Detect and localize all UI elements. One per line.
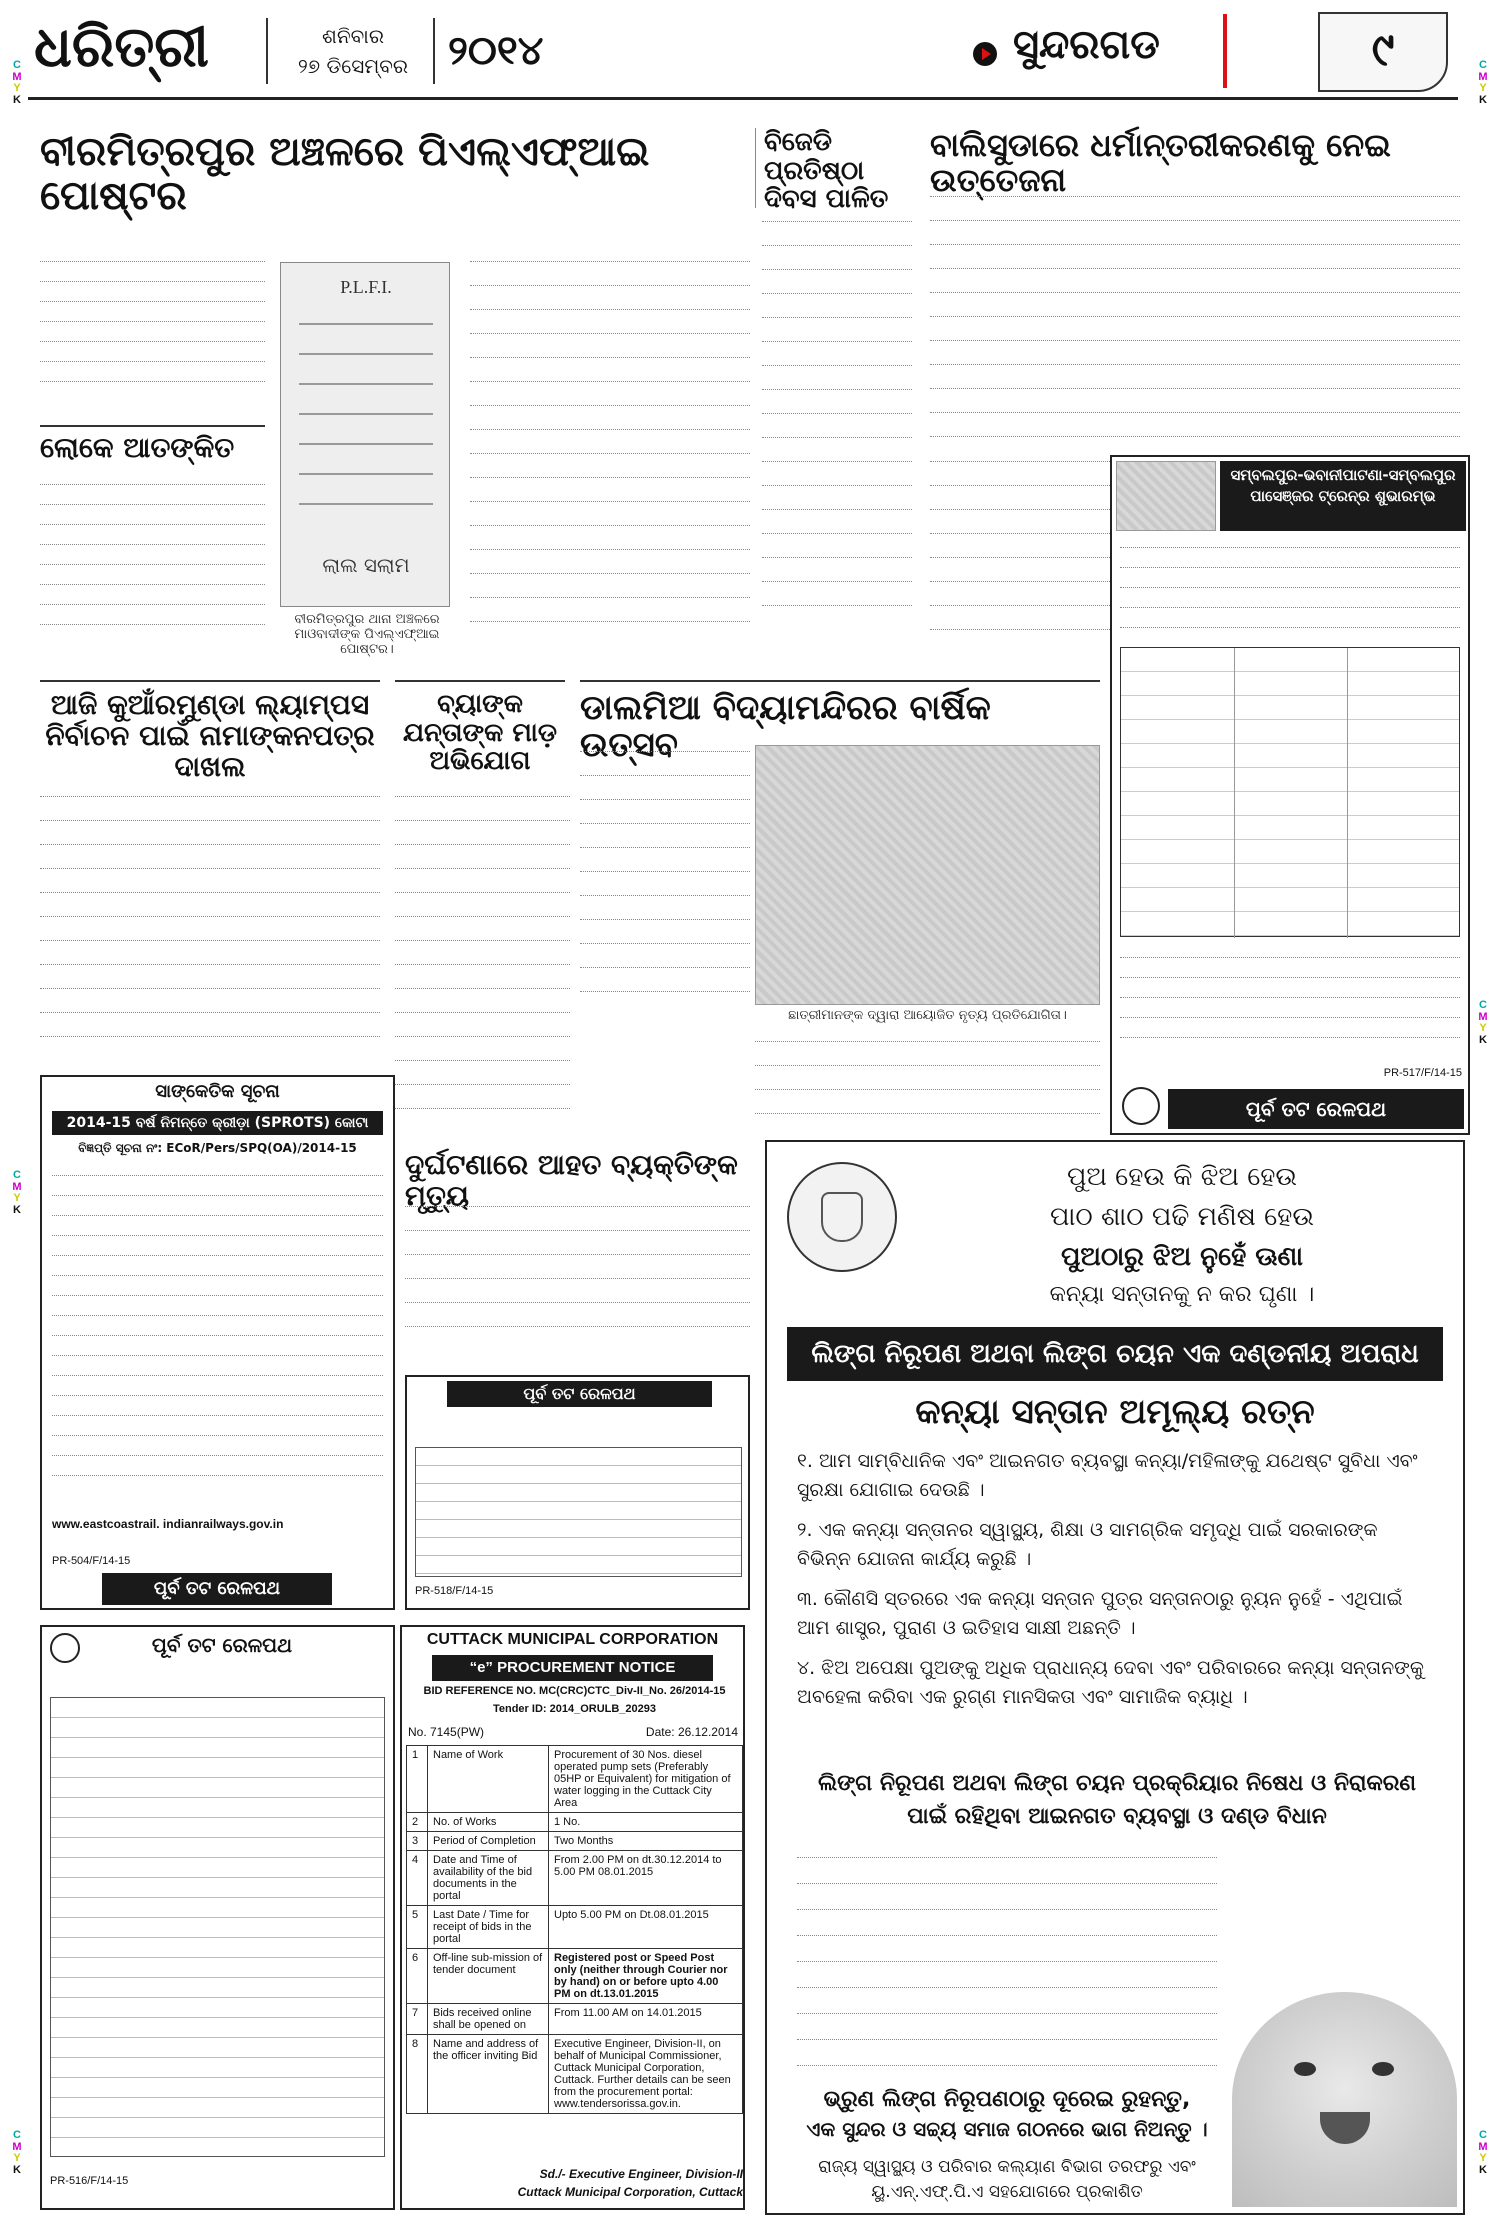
reg-m: M <box>1478 2140 1488 2153</box>
dance-photo <box>755 745 1100 1005</box>
registration-marks-left <box>10 60 24 120</box>
rail-sports-title: ସାଙ୍କେତିକ ସୂଚନା <box>155 1081 280 1102</box>
rail-sports-body <box>52 1167 383 1507</box>
railway-logo-icon <box>50 1633 80 1663</box>
girl-ad-point: ୩. କୌଣସି ସ୍ତରରେ ଏକ କନ୍ୟା ସନ୍ତାନ ପୁତ୍ର ସନ୍ତାନଠାରୁ ନ୍ୟୁନ ନୁହେଁ - ଏଥିପାଇଁ ଆମ ଶାସ୍ତ୍ର, ପୁରାଣ ଓ ଇତିହାସ ସାକ୍ଷୀ ଅଛନ୍ତି । <box>797 1587 1403 1640</box>
train-photo <box>1116 461 1216 531</box>
cmc-row <box>407 2004 743 2035</box>
cmc-row-no: 5 <box>407 1906 428 1949</box>
reg-k: K <box>1479 1033 1487 1046</box>
reg-c: C <box>1479 999 1487 1011</box>
bank-headline: ବ୍ୟାଙ୍କ ଯନ୍ତାଙ୍କ ମାଡ଼ ଅଭିଯୋଗ <box>395 680 565 780</box>
reg-c: C <box>1479 59 1487 71</box>
reg-c: C <box>13 2129 21 2141</box>
cmc-row <box>407 1813 743 1832</box>
reg-k: K <box>1479 93 1487 106</box>
cmc-row-key: Period of Completion <box>428 1832 549 1851</box>
girl-ad-credit-2: ୟୁ.ଏନ୍.ଏଫ୍.ପି.ଏ ସହଯୋଗରେ ପ୍ରକାଶିତ <box>871 2182 1143 2202</box>
reg-m: M <box>1478 1010 1488 1023</box>
cmc-row-key: Last Date / Time for receipt of bids in the portal <box>428 1906 549 1949</box>
cmc-row-key: Name and address of the officer inviting Bid <box>428 2035 549 2114</box>
masthead-day: ଶନିବାର <box>321 24 385 48</box>
dalmia-headline: ଡାଲମିଆ ବିଦ୍ୟାମନ୍ଦିରର ବାର୍ଷିକ ଉତ୍ସବ <box>580 680 1100 740</box>
reg-y: Y <box>1479 1022 1487 1035</box>
poem-line-2: ପାଠ ଶାଠ ପଢି ମଣିଷ ହେଉ <box>1050 1202 1314 1232</box>
cmc-row-key: Date and Time of availability of the bid documents in the portal <box>428 1851 549 1906</box>
girl-ad-point: ୧. ଆମ ସାମ୍ବିଧାନିକ ଏବଂ ଆଇନଗତ ବ୍ୟବସ୍ଥା କନ୍ୟା/ମହିଳାଙ୍କୁ ଯଥେଷ୍ଟ ସୁବିଧା ଏବଂ ସୁରକ୍ଷା ଯୋଗାଇ ଦେଉଛି । <box>797 1450 1418 1502</box>
girl-ad-point: ୪. ଝିଅ ଅପେକ୍ଷା ପୁଅଙ୍କୁ ଅଧିକ ପ୍ରାଧାନ୍ୟ ଦେବା ଏବଂ ପରିବାରରେ କନ୍ୟା ସନ୍ତାନଙ୍କୁ ଅବହେଳା କରିବା ଏକ ରୁଗ୍ଣ ମାନସିକତା ଏବଂ ସାମାଜିକ ବ୍ୟାଧି । <box>797 1656 1424 1709</box>
registration-marks-left-3 <box>10 2130 24 2190</box>
reg-m: M <box>1478 70 1488 83</box>
poem-line-1: ପୁଅ ହେଉ କି ଝିଅ ହେଉ <box>1066 1162 1298 1192</box>
cmc-row <box>407 1851 743 1906</box>
cmc-table <box>406 1745 743 2150</box>
rail-train-ad <box>1110 455 1470 1135</box>
rail-bottom-table <box>50 1697 385 2157</box>
cmc-row <box>407 1906 743 1949</box>
poem-line-3: ପୁଅଠାରୁ ଝିଅ ନୁହେଁ ଊଣା <box>1060 1242 1304 1272</box>
rail-train-footnote <box>1120 947 1460 1057</box>
paper-name: ଧରିତ୍ରୀ <box>34 14 209 80</box>
dalmia-body-bottom <box>755 1035 1100 1130</box>
rail-bottom-ad <box>40 1625 395 2210</box>
cmc-row-no: 7 <box>407 2004 428 2035</box>
girl-ad-point: ୨. ଏକ କନ୍ୟା ସନ୍ତାନର ସ୍ୱାସ୍ଥ୍ୟ, ଶିକ୍ଷା ଓ ସାମଗ୍ରିକ ସମୃଦ୍ଧି ପାଇଁ ସରକାରଙ୍କ ବିଭିନ୍ନ ଯୋଜନା କାର୍ଯ୍ୟ କରୁଛି । <box>797 1518 1378 1571</box>
pfi-poster-signoff: ଲାଲ ସଲାମ <box>322 553 410 577</box>
pfi-body-col3 <box>470 255 750 655</box>
cmc-row-value: Upto 5.00 PM on Dt.08.01.2015 <box>549 1906 743 1949</box>
bjd-body <box>762 215 912 655</box>
kuarmunda-headline: ଆଜି କୁଆଁରମୁଣ୍ଡା ଲ୍ୟାମ୍ପସ ନିର୍ବାଚନ ପାଇଁ ନାମାଙ୍କନପତ୍ର ଦାଖଲ <box>40 680 380 780</box>
cmc-row-value: From 11.00 AM on 14.01.2015 <box>549 2004 743 2035</box>
rail-train-title: ସମ୍ବଲପୁର-ଭବାନୀପାଟଣା-ସମ୍ବଲପୁର ପାସେଞ୍ଜର ଟ୍ରେନ୍‌ର ଶୁଭାରମ୍ଭ <box>1220 461 1466 531</box>
pfi-poster-photo <box>280 262 450 607</box>
cmc-row-key: No. of Works <box>428 1813 549 1832</box>
cmc-no: No. 7145(PW) <box>408 1725 485 1739</box>
poem-line-4: କନ୍ୟା ସନ୍ତାନକୁ ନ କର ଘୃଣା । <box>1049 1282 1315 1307</box>
rail-small-ref: PR-518/F/14-15 <box>415 1585 494 1597</box>
cmc-row <box>407 1746 743 1813</box>
balisuda-body-2 <box>930 455 1110 655</box>
rail-sports-footer: ପୂର୍ବ ତଟ ରେଳପଥ <box>102 1573 332 1605</box>
masthead <box>28 8 1458 100</box>
cmc-sign-2: Cuttack Municipal Corporation, Cuttack <box>517 2185 743 2199</box>
registration-marks-left-2 <box>10 1170 24 1230</box>
kuarmunda-body <box>40 790 380 1060</box>
cmc-row-key: Bids received online shall be opened on <box>428 2004 549 2035</box>
reg-k: K <box>13 1203 21 1216</box>
rail-sports-notice: ବିଜ୍ଞପ୍ତି ସୂଚନା ନଂ: ECoR/Pers/SPQ(OA)/2014-15 <box>78 1141 357 1155</box>
rail-sports-ref: PR-504/F/14-15 <box>52 1555 131 1567</box>
cmc-bid-ref: BID REFERENCE NO. MC(CRC)CTC_Div-II_No. 26/2014-15 <box>423 1685 726 1697</box>
cmc-tender-id: Tender ID: 2014_ORULB_20293 <box>492 1703 657 1715</box>
pfi-poster-heading: P.L.F.I. <box>340 277 392 297</box>
rail-train-notice <box>1120 537 1460 637</box>
registration-marks-right-3 <box>1476 2130 1490 2190</box>
reg-m: M <box>12 2140 22 2153</box>
girl-ad-tagline: କନ୍ୟା ସନ୍ତାନ ଅମୂଲ୍ୟ ରତ୍ନ <box>915 1392 1315 1432</box>
odisha-emblem-icon <box>787 1162 897 1272</box>
cmc-row <box>407 2035 743 2114</box>
section-name: ସୁନ୍ଦରଗଡ <box>1013 22 1160 68</box>
pfi-subheadline: ଲୋକେ ଆତଙ୍କିତ <box>40 425 265 475</box>
girl-child-photo <box>1232 1992 1457 2207</box>
girl-ad-law-list <box>797 1847 1217 2077</box>
balisuda-headline: ବାଲିସୁଡାରେ ଧର୍ମାନ୍ତରୀକରଣକୁ ନେଇ ଉତ୍ତେଜନା <box>930 126 1391 200</box>
reg-y: Y <box>1479 2152 1487 2165</box>
cmc-row-no: 3 <box>407 1832 428 1851</box>
cmc-row-value: From 2.00 PM on dt.30.12.2014 to 5.00 PM 08.01.2015 <box>549 1851 743 1906</box>
bank-body <box>395 790 570 1130</box>
reg-y: Y <box>13 1192 21 1205</box>
rail-small-footer: ପୂର୍ବ ତଟ ରେଳପଥ <box>447 1381 712 1407</box>
cmc-subtitle: “e” PROCUREMENT NOTICE <box>432 1655 713 1681</box>
reg-c: C <box>13 1169 21 1181</box>
cmc-row-value: Two Months <box>549 1832 743 1851</box>
cmc-row-key: Name of Work <box>428 1746 549 1813</box>
cmc-row-key: Off-line sub-mission of tender document <box>428 1949 549 2004</box>
pfi-body-col1b <box>40 478 265 663</box>
cmc-row-value: 1 No. <box>549 1813 743 1832</box>
registration-marks-right-2 <box>1476 1000 1490 1060</box>
balisuda-body <box>930 190 1460 450</box>
cmc-row-value: Executive Engineer, Division-II, on behalf of Municipal Commissioner, Cuttack Municipal Corporation, Cuttack. Further details can be seen from the procurement portal: www.tendersorissa.gov.in. <box>549 2035 743 2114</box>
girl-ad-law-heading: ଲିଙ୍ଗ ନିରୂପଣ ଅଥବା ଲିଙ୍ଗ ଚୟନ ପ୍ରକ୍ରିୟାର ନିଷେଧ ଓ ନିରାକରଣ ପାଇଁ ରହିଥିବା ଆଇନଗତ ବ୍ୟବସ୍ଥା ଓ ଦଣ୍ଡ ବିଧାନ <box>817 1771 1417 1829</box>
cmc-row <box>407 1832 743 1851</box>
cmc-row-no: 8 <box>407 2035 428 2114</box>
reg-c: C <box>13 59 21 71</box>
reg-y: Y <box>13 2152 21 2165</box>
rail-train-footer: ପୂର୍ବ ତଟ ରେଳପଥ <box>1168 1089 1464 1129</box>
cmc-tender-ad <box>400 1625 745 2210</box>
rail-sports-line: 2014-15 ବର୍ଷ ନିମନ୍ତେ କ୍ରୀଡ଼ା (SPROTS) କୋଟା <box>52 1111 383 1135</box>
masthead-year: ୨୦୧୪ <box>448 28 544 74</box>
rail-small-table <box>415 1447 742 1577</box>
girl-ad-credit-1: ରାଜ୍ୟ ସ୍ୱାସ୍ଥ୍ୟ ଓ ପରିବାର କଲ୍ୟାଣ ବିଭାଗ ତରଫରୁ ଏବଂ <box>818 2157 1196 2177</box>
cmc-row <box>407 1949 743 2004</box>
masthead-date: ୨୭ ଡିସେମ୍ବର <box>297 54 409 78</box>
reg-k: K <box>13 2163 21 2176</box>
rail-small-ad <box>405 1375 750 1610</box>
rail-bottom-ref: PR-516/F/14-15 <box>50 2175 129 2187</box>
reg-k: K <box>1479 2163 1487 2176</box>
cmc-row-value: Registered post or Speed Post only (neither through Courier nor by hand) on or before upto 4.00 PM on dt.13.01.2015 <box>549 1949 743 2004</box>
pfi-headline: ବୀରମିତ୍ରପୁର ଅଞ୍ଚଳରେ ପିଏଲ୍‌ଏଫ୍‌ଆଇ ପୋଷ୍ଟର <box>40 129 650 219</box>
railway-logo-icon <box>1122 1087 1160 1125</box>
cmc-sign: Sd./- Executive Engineer, Division-II <box>539 2167 743 2181</box>
reg-m: M <box>12 70 22 83</box>
rail-train-ref: PR-517/F/14-15 <box>1383 1067 1462 1079</box>
cmc-row-no: 4 <box>407 1851 428 1906</box>
page-number: ୯ <box>1371 22 1395 76</box>
cmc-row-value: Procurement of 30 Nos. diesel operated pump sets (Preferably 05HP or Equivalent) for mitigation of water logging in the Cuttack City Area <box>549 1746 743 1813</box>
cmc-title: CUTTACK MUNICIPAL CORPORATION <box>426 1631 719 1648</box>
accident-body <box>405 1200 750 1360</box>
dalmia-photo-caption: ଛାତ୍ରୀମାନଙ୍କ ଦ୍ୱାରା ଆୟୋଜିତ ନୃତ୍ୟ ପ୍ରତିଯୋଗିତା। <box>788 1008 1067 1023</box>
girl-ad-closing-2: ଏକ ସୁନ୍ଦର ଓ ସଚ୍ଚ୍ୟ ସମାଜ ଗଠନରେ ଭାଗ ନିଅନ୍ତୁ । <box>806 2117 1208 2141</box>
dalmia-body-left <box>580 745 750 1020</box>
cmc-date: Date: 26.12.2014 <box>645 1725 738 1739</box>
rail-timetable <box>1120 647 1460 937</box>
cmc-row-no: 2 <box>407 1813 428 1832</box>
reg-y: Y <box>13 82 21 95</box>
registration-marks-right <box>1476 60 1490 120</box>
bjd-headline: ବିଜେଡି ପ୍ରତିଷ୍ଠା ଦିବସ ପାଳିତ <box>755 128 915 208</box>
rail-sports-site: www.eastcoastrail. indianrailways.gov.in <box>52 1517 284 1531</box>
pfi-body-col1 <box>40 255 265 420</box>
reg-c: C <box>1479 2129 1487 2141</box>
reg-k: K <box>13 93 21 106</box>
girl-child-ad <box>765 1140 1465 2215</box>
cmc-row-no: 1 <box>407 1746 428 1813</box>
cmc-row-no: 6 <box>407 1949 428 2004</box>
reg-y: Y <box>1479 82 1487 95</box>
play-icon <box>973 42 997 66</box>
girl-ad-closing-1: ଭ୍ରୁଣ ଲିଙ୍ଗ ନିରୂପଣଠାରୁ ଦୂରେଇ ରୁହନ୍ତୁ, <box>823 2087 1191 2112</box>
pfi-photo-caption: ବୀରମିତ୍ରପୁର ଥାନା ଅଞ୍ଚଳରେ ମାଓବାଦୀଙ୍କ ପିଏଲ୍‌ଏଫ୍‌ଆଇ ପୋଷ୍ଟର। <box>294 612 440 657</box>
rail-sports-ad <box>40 1075 395 1610</box>
accident-headline: ଦୁର୍ଘଟଣାରେ ଆହତ ବ୍ୟକ୍ତିଙ୍କ ମୃତ୍ୟୁ <box>405 1148 738 1212</box>
rail-bottom-footer: ପୂର୍ବ ତଟ ରେଳପଥ <box>151 1633 293 1657</box>
girl-ad-points <box>797 1447 1437 1747</box>
girl-ad-banner: ଲିଙ୍ଗ ନିରୂପଣ ଅଥବା ଲିଙ୍ଗ ଚୟନ ଏକ ଦଣ୍ଡନୀୟ ଅପରାଧ <box>787 1327 1443 1381</box>
reg-m: M <box>12 1180 22 1193</box>
page-number-tab <box>1318 12 1448 92</box>
